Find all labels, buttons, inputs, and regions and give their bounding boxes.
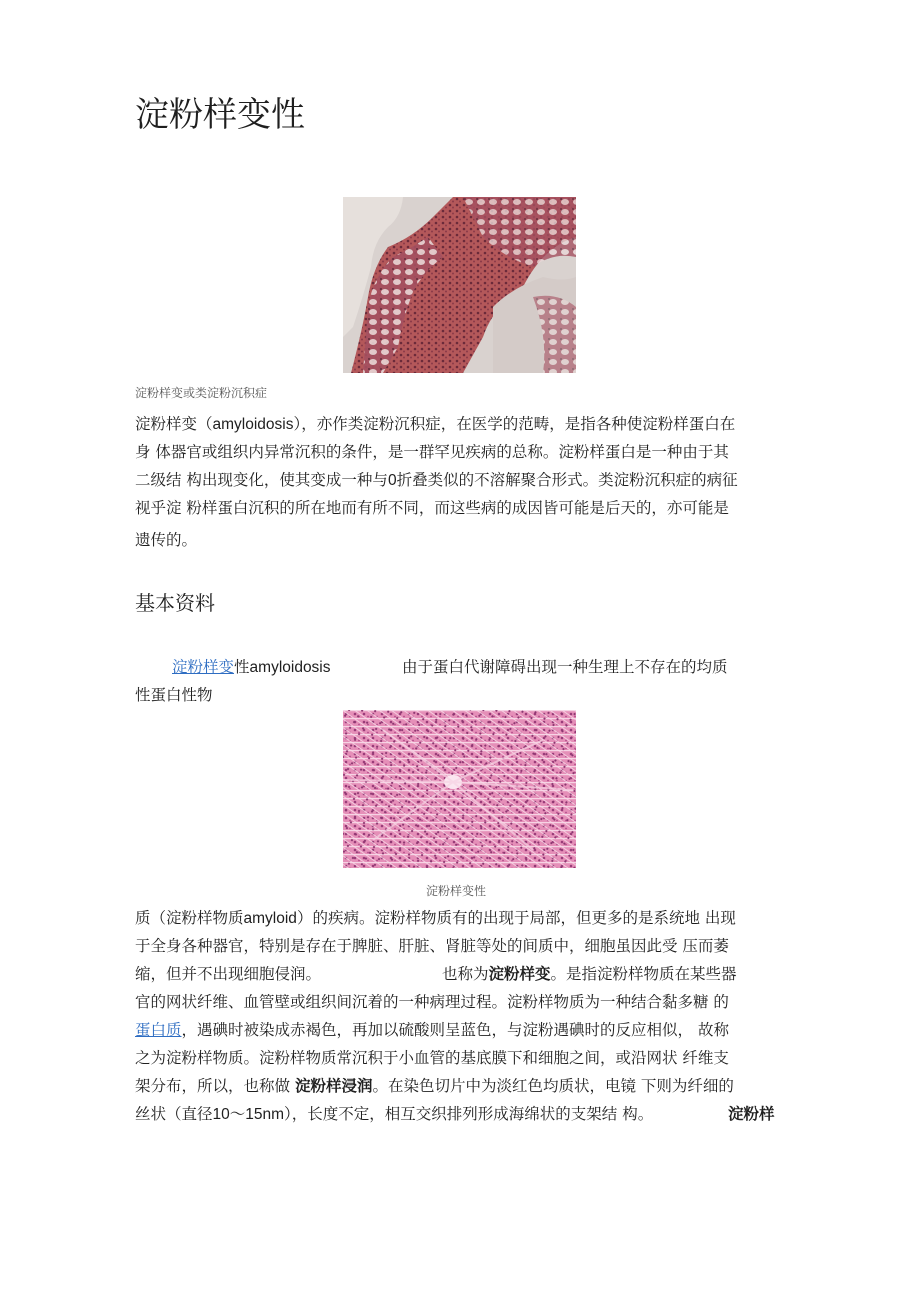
body-line-3-start: 缩，但并不出现细胞侵润。 [135, 965, 322, 983]
body-text: 架分布，所以，也称做 [135, 1077, 295, 1095]
body-text: 质（淀粉样物质 [135, 909, 244, 927]
figure-kidney-histology-image [343, 197, 576, 373]
figure2-caption: 淀粉样变性 [426, 884, 487, 898]
body-text: 。在染色切片中为淡红色均质状，电镜 下则为纤细的 [372, 1077, 734, 1095]
body-line-5 [135, 1016, 729, 1044]
body-text: 。是指淀粉样物质在某些器 [550, 965, 737, 983]
body-line-4: 官的网状纤维、血管壁或组织间沉着的一种病理过程。淀粉样物质为一种结合黏多糖 的 [135, 993, 729, 1011]
intro-text: 淀粉样变（ [135, 415, 213, 433]
intro-line-1 [135, 410, 735, 439]
page-title: 淀粉样变性 [135, 95, 305, 135]
intro-line-4: 视乎淀 粉样蛋白沉积的所在地而有所不同，而这些病的成因皆可能是后天的，亦可能是 [135, 499, 729, 517]
basic-definition-2: 性蛋白性物 [135, 686, 213, 704]
body-line-6: 之为淀粉样物质。淀粉样物质常沉积于小血管的基底膜下和细胞之间，或沿网状 纤维支 [135, 1049, 729, 1067]
intro-text: 二级结 构出现变化，使其变成一种与 [135, 471, 388, 489]
body-text: 也称为 [442, 965, 489, 983]
body-line-2: 于全身各种器官，特别是存在于脾脏、肝脏、肾脏等处的间质中，细胞虽因此受 压而萎 [135, 937, 729, 955]
figure-liver-histology-image [343, 710, 576, 868]
body-bold-term: 淀粉样 [728, 1104, 775, 1123]
body-text: 丝状（直径 [135, 1105, 213, 1123]
body-text: ）的疾病。淀粉样物质有的出现于局部，但更多的是系统地 出现 [296, 909, 736, 927]
body-line-3-end [442, 960, 737, 988]
intro-text: 折叠类似的不溶解聚合形式。类淀粉沉积症的病征 [396, 471, 738, 489]
body-term: amyloid [243, 910, 297, 927]
body-line-1 [135, 904, 736, 933]
basic-term: amyloidosis [249, 659, 331, 676]
intro-number: 0 [387, 472, 397, 489]
body-line-8 [135, 1100, 653, 1129]
body-bold-term: 淀粉样变 [488, 964, 551, 983]
amyloidosis-link[interactable]: 淀粉样变 [172, 658, 235, 676]
section-heading: 基本资料 [135, 591, 215, 615]
body-line-8-end [728, 1100, 775, 1128]
intro-term: amyloidosis [212, 416, 294, 433]
body-measure: 10～15nm [212, 1106, 285, 1123]
body-text: ），长度不定，相互交织排列形成海绵状的支架结 构。 [284, 1105, 654, 1123]
protein-link[interactable]: 蛋白质 [135, 1021, 182, 1039]
basic-line-1 [172, 653, 331, 682]
basic-definition-1: 由于蛋白代谢障碍出现一种生理上不存在的均质 [402, 658, 728, 676]
figure1-caption: 淀粉样变或类淀粉沉积症 [135, 386, 268, 400]
body-text: ，遇碘时被染成赤褐色，再加以硫酸则呈蓝色，与淀粉遇碘时的反应相似， 故称 [181, 1021, 729, 1039]
intro-line-2: 身 体器官或组织内异常沉积的条件，是一群罕见疾病的总称。淀粉样蛋白是一种由于其 [135, 443, 729, 461]
basic-suffix: 性 [234, 658, 250, 676]
intro-line-5: 遗传的。 [135, 531, 198, 549]
body-bold-term: 淀粉样浸润 [294, 1076, 373, 1095]
body-line-7 [135, 1072, 734, 1100]
intro-text: ），亦作类淀粉沉积症，在医学的范畴，是指各种使淀粉样蛋白在 [293, 415, 736, 433]
intro-line-3 [135, 466, 738, 495]
